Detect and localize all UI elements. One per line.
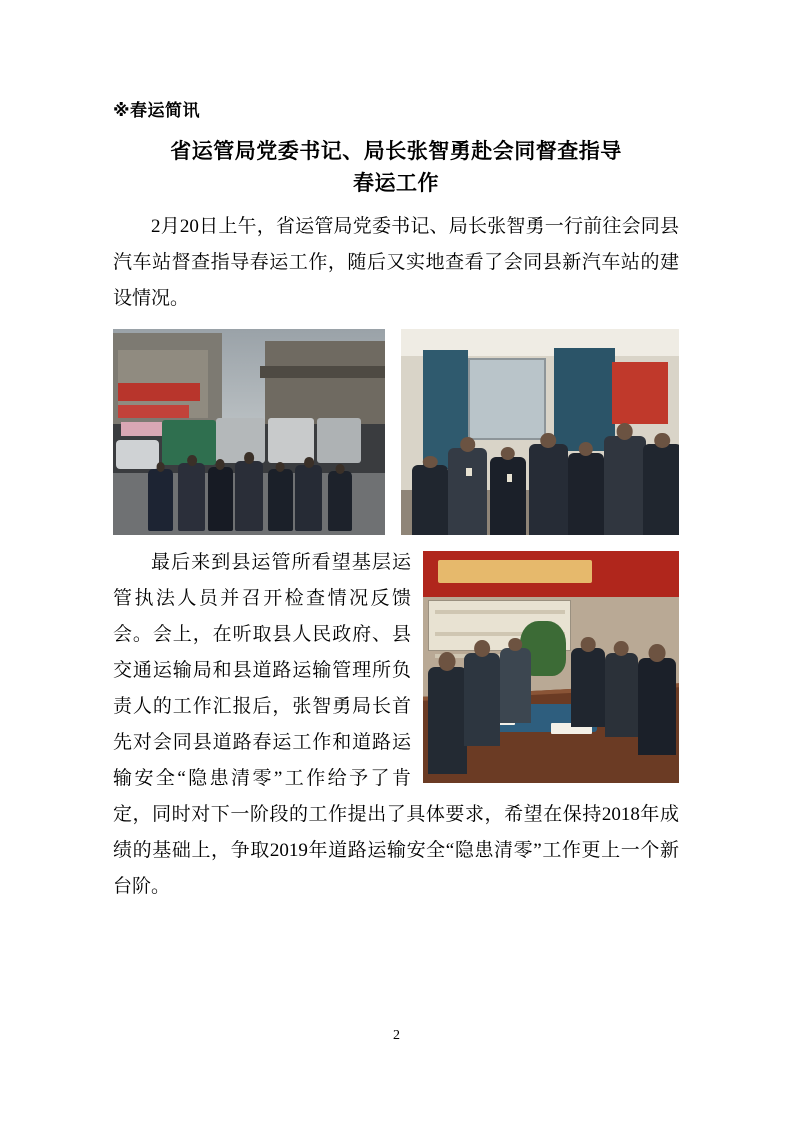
section-tag: ※春运简讯 <box>113 101 201 121</box>
document-content <box>113 96 679 905</box>
title-line-2: 春运工作 <box>353 171 439 195</box>
photo-bus-station-inspection <box>113 329 385 535</box>
title-line-1: 省运管局党委书记、局长张智勇赴会同督查指导 <box>170 139 622 163</box>
photo-row <box>113 329 679 535</box>
page-number: 2 <box>393 1028 400 1043</box>
wrapped-text-block <box>113 545 679 905</box>
page-title <box>113 135 679 199</box>
photo-feedback-meeting <box>423 551 679 783</box>
photo-indoor-inspection <box>401 329 679 535</box>
paragraph-2: 最后来到县运管所看望基层运管执法人员并召开检查情况反馈会。会上，在听取县人民政府、县交通运输局和县道路运输管理所负责人的工作汇报后，张智勇局长首先对会同县道路春运工作和道路运输安全“隐患清零”工作给予了肯定，同时对下一阶段的工作提出了具体要求，希望在保持2018年成绩的基础上，争取2019年道路运输安全“隐患清零”工作更上一个新台阶。 <box>113 552 679 897</box>
paragraph-1: 2月20日上午，省运管局党委书记、局长张智勇一行前往会同县汽车站督查指导春运工作，随后又实地查看了会同县新汽车站的建设情况。 <box>113 216 679 309</box>
